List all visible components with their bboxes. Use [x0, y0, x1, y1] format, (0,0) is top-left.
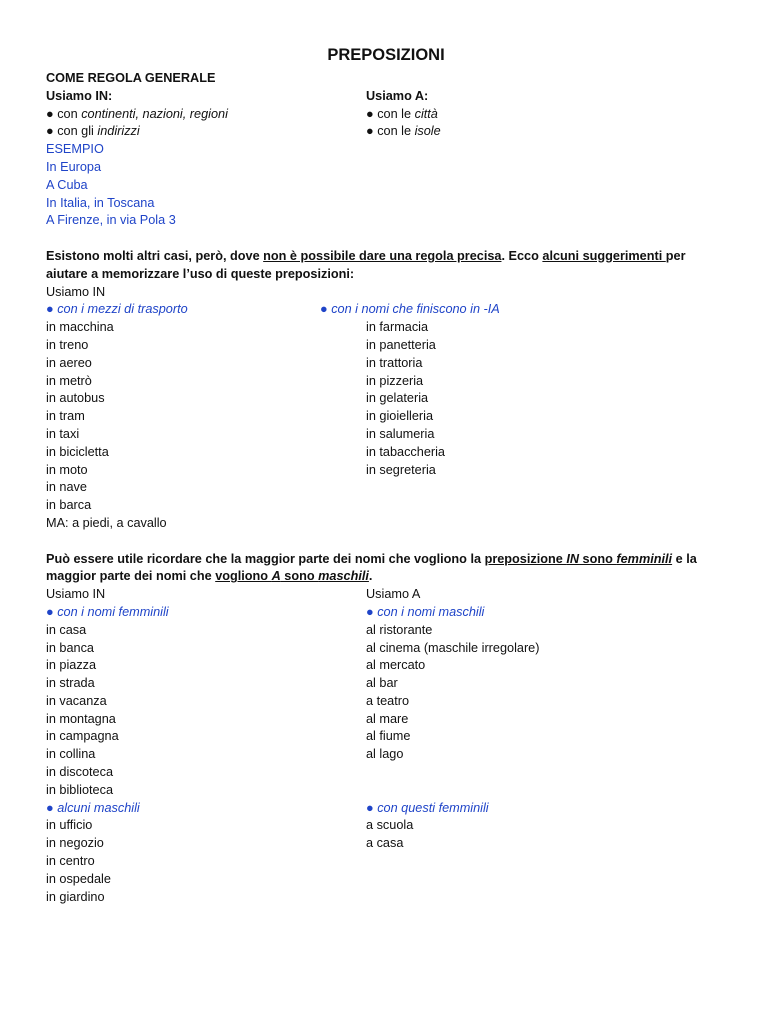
a-rule-item: ● con le città	[366, 106, 438, 121]
list-item: al ristorante	[366, 622, 433, 637]
feminine-column	[46, 586, 366, 906]
list-item: in banca	[46, 640, 94, 655]
list-item: in metrò	[46, 373, 92, 388]
list-item: in casa	[46, 622, 87, 637]
example-line: In Europa	[46, 159, 102, 174]
example-line: A Firenze, in via Pola 3	[46, 213, 176, 228]
in-rule-item: ● con continenti, nazioni, regioni	[46, 106, 228, 121]
section-label: Usiamo A	[366, 587, 421, 602]
masculine-column	[366, 586, 726, 906]
list-item: MA: a piedi, a cavallo	[46, 515, 167, 530]
list-item: in campagna	[46, 729, 119, 744]
list-item: in strada	[46, 676, 95, 691]
list-item: in biblioteca	[46, 782, 114, 797]
general-rule-heading: COME REGOLA GENERALE	[46, 71, 216, 85]
ia-heading: ● con i nomi che finiscono in -IA	[320, 302, 500, 317]
masculine-heading: ● con i nomi maschili	[366, 604, 485, 619]
ia-list	[366, 319, 726, 533]
list-item: a casa	[366, 836, 404, 851]
feminine-heading: ● con i nomi femminili	[46, 604, 169, 619]
list-item: in salumeria	[366, 426, 435, 441]
list-item: al fiume	[366, 729, 411, 744]
some-masculine-heading: ● alcuni maschili	[46, 800, 140, 815]
list-item: in macchina	[46, 320, 114, 335]
list-item: a teatro	[366, 693, 410, 708]
list-item: al mare	[366, 711, 409, 726]
transport-list	[46, 319, 366, 533]
a-rule-item: ● con le isole	[366, 124, 441, 139]
list-item: in gioielleria	[366, 409, 433, 424]
section-in-label: Usiamo IN	[46, 284, 106, 299]
list-item: in segreteria	[366, 462, 436, 477]
list-item: in tram	[46, 409, 85, 424]
list-item: al lago	[366, 747, 404, 762]
example-line: In Italia, in Toscana	[46, 195, 155, 210]
document-page	[46, 40, 726, 906]
list-item: in ospedale	[46, 871, 111, 886]
list-item: in treno	[46, 337, 89, 352]
list-item: in centro	[46, 854, 95, 869]
list-item: in trattoria	[366, 355, 423, 370]
section-in-lists	[46, 319, 726, 533]
section-label: Usiamo IN	[46, 587, 106, 602]
list-item: in negozio	[46, 836, 104, 851]
list-item: al bar	[366, 676, 398, 691]
a-label: Usiamo A:	[366, 88, 429, 103]
example-line: A Cuba	[46, 177, 88, 192]
list-item: in moto	[46, 462, 88, 477]
in-label: Usiamo IN:	[46, 88, 113, 103]
transport-heading: ● con i mezzi di trasporto	[46, 302, 188, 317]
list-item: in aereo	[46, 355, 92, 370]
list-item: in piazza	[46, 658, 97, 673]
list-item: in montagna	[46, 711, 116, 726]
general-rule-columns	[46, 88, 726, 141]
list-item: in tabaccheria	[366, 444, 445, 459]
list-item: al cinema (maschile irregolare)	[366, 640, 540, 655]
list-item: al mercato	[366, 658, 426, 673]
list-item: in taxi	[46, 426, 80, 441]
list-item: in autobus	[46, 391, 105, 406]
section-in-headings	[46, 301, 726, 319]
list-item: in bicicletta	[46, 444, 109, 459]
list-item: in barca	[46, 498, 92, 513]
page-title: PREPOSIZIONI	[327, 46, 445, 64]
example-heading: ESEMPIO	[46, 142, 104, 157]
list-item: a scuola	[366, 818, 414, 833]
list-item: in discoteca	[46, 765, 113, 780]
list-item: in giardino	[46, 889, 105, 904]
list-item: in pizzeria	[366, 373, 424, 388]
list-item: in nave	[46, 480, 87, 495]
list-item: in vacanza	[46, 693, 107, 708]
list-item: in panetteria	[366, 337, 436, 352]
gender-lists	[46, 586, 726, 906]
list-item: in gelateria	[366, 391, 429, 406]
in-rule-item: ● con gli indirizzi	[46, 124, 140, 139]
gender-paragraph: Può essere utile ricordare che la maggior parte dei nomi che vogliono la preposizione IN sono femminili e la maggior parte dei nomi che vogliono A sono maschili.	[46, 551, 697, 584]
intro-paragraph: Esistono molti altri casi, però, dove non è possibile dare una regola precisa. Ecco alcuni suggerimenti per aiutare a memorizzare l’uso di queste preposizioni:	[46, 248, 686, 281]
list-item: in ufficio	[46, 818, 93, 833]
these-feminine-heading: ● con questi femminili	[366, 800, 489, 815]
list-item: in farmacia	[366, 320, 429, 335]
list-item: in collina	[46, 747, 96, 762]
